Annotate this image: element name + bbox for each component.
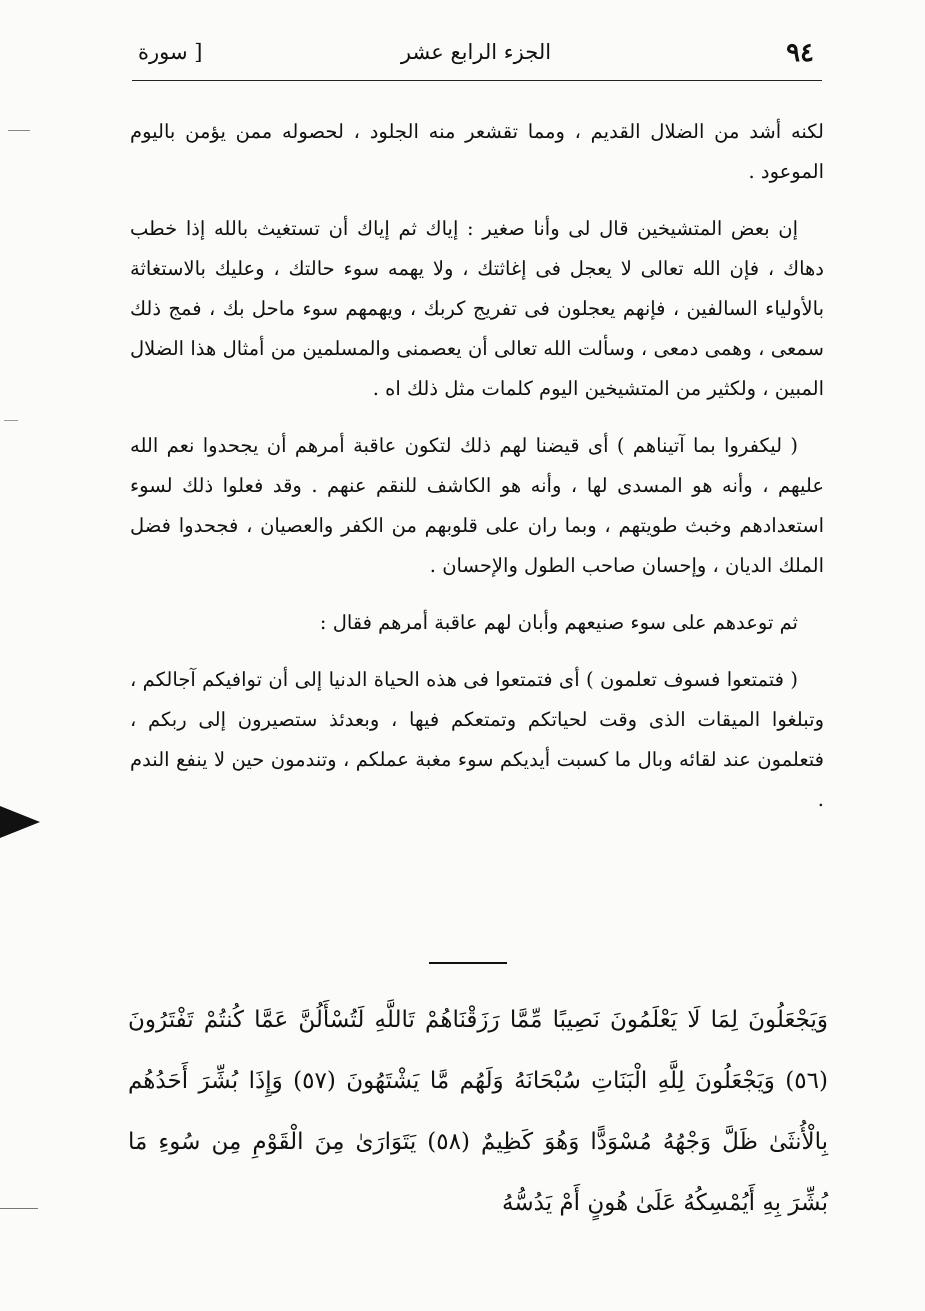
scan-artifact-speck: [0, 1208, 38, 1209]
section-separator: [429, 962, 507, 964]
page-header: [132, 36, 820, 76]
commentary-paragraph: لكنه أشد من الضلال القديم ، ومما تقشعر منه الجلود ، لحصوله ممن يؤمن باليوم الموعود .: [130, 120, 824, 183]
commentary-paragraph: ( ليكفروا بما آتيناهم ) أى قيضنا لهم ذلك لتكون عاقبة أمرهم أن يجحدوا نعم الله عليهم ، وأنه هو المسدى لها ، وأنه هو الكاشف للنقم عنهم . وقد فعلوا ذلك لسوء استعدادهم وخبث طويتهم ، وبما ران على قلوبهم من الكفر والعصيان ، فجحدوا فضل الملك الديان ، وإحسان صاحب الطول والإحسان .: [130, 434, 824, 577]
commentary-text: [130, 112, 824, 837]
commentary-paragraph: ثم توعدهم على سوء صنيعهم وأبان لهم عاقبة أمرهم فقال :: [319, 611, 798, 634]
scan-artifact-arrow: [0, 806, 40, 838]
commentary-paragraph: إن بعض المتشيخين قال لى وأنا صغير : إياك ثم إياك أن تستغيث بالله إذا خطب دهاك ، فإن الله تعالى لا يعجل فى إغاثتك ، ولا يهمه سوء حالتك ، وعليك بالاستغاثة بالأولياء السالفين ، فإنهم يعجلون فى تفريج كربك ، ويهمهم سوء ماحل بك ، فمج ذلك سمعى ، وهمى دمعى ، وسألت الله تعالى أن يعصمنى والمسلمين من أمثال هذا الضلال المبين ، ولكثير من المتشيخين اليوم كلمات مثل ذلك اه .: [130, 217, 824, 400]
scan-artifact-speck: [4, 420, 18, 421]
surah-label: [ سورة: [138, 40, 203, 64]
quran-verses: وَيَجْعَلُونَ لِمَا لَا يَعْلَمُونَ نَصِيبًا مِّمَّا رَزَقْنَاهُمْ تَاللَّهِ لَتُسْأَلُنَّ عَمَّا كُنتُمْ تَفْتَرُونَ (٥٦) وَيَجْعَلُونَ لِلَّهِ الْبَنَاتِ سُبْحَانَهُ وَلَهُم مَّا يَشْتَهُونَ (٥٧) وَإِذَا بُشِّرَ أَحَدُهُم بِالْأُنثَىٰ ظَلَّ وَجْهُهُ مُسْوَدًّا وَهُوَ كَظِيمٌ (٥٨) يَتَوَارَىٰ مِنَ الْقَوْمِ مِن سُوءِ مَا بُشِّرَ بِهِ أَيُمْسِكُهُ عَلَىٰ هُونٍ أَمْ يَدُسُّهُ: [128, 1007, 828, 1216]
commentary-paragraph: ( فتمتعوا فسوف تعلمون ) أى فتمتعوا فى هذه الحياة الدنيا إلى أن توافيكم آجالكم ، وتبلغوا الميقات الذى وقت لحياتكم وتمتعكم فيها ، وبعدئذ ستصيرون إلى ربكم ، فتعلمون عند لقائه وبال ما كسبت أيديكم سوء مغبة عملكم ، وتندمون حين لا ينفع الندم .: [130, 668, 824, 811]
running-title: الجزء الرابع عشر: [400, 40, 552, 64]
header-rule: [132, 80, 822, 81]
page-number: ٩٤: [786, 38, 814, 68]
scan-artifact-speck: [8, 130, 30, 131]
